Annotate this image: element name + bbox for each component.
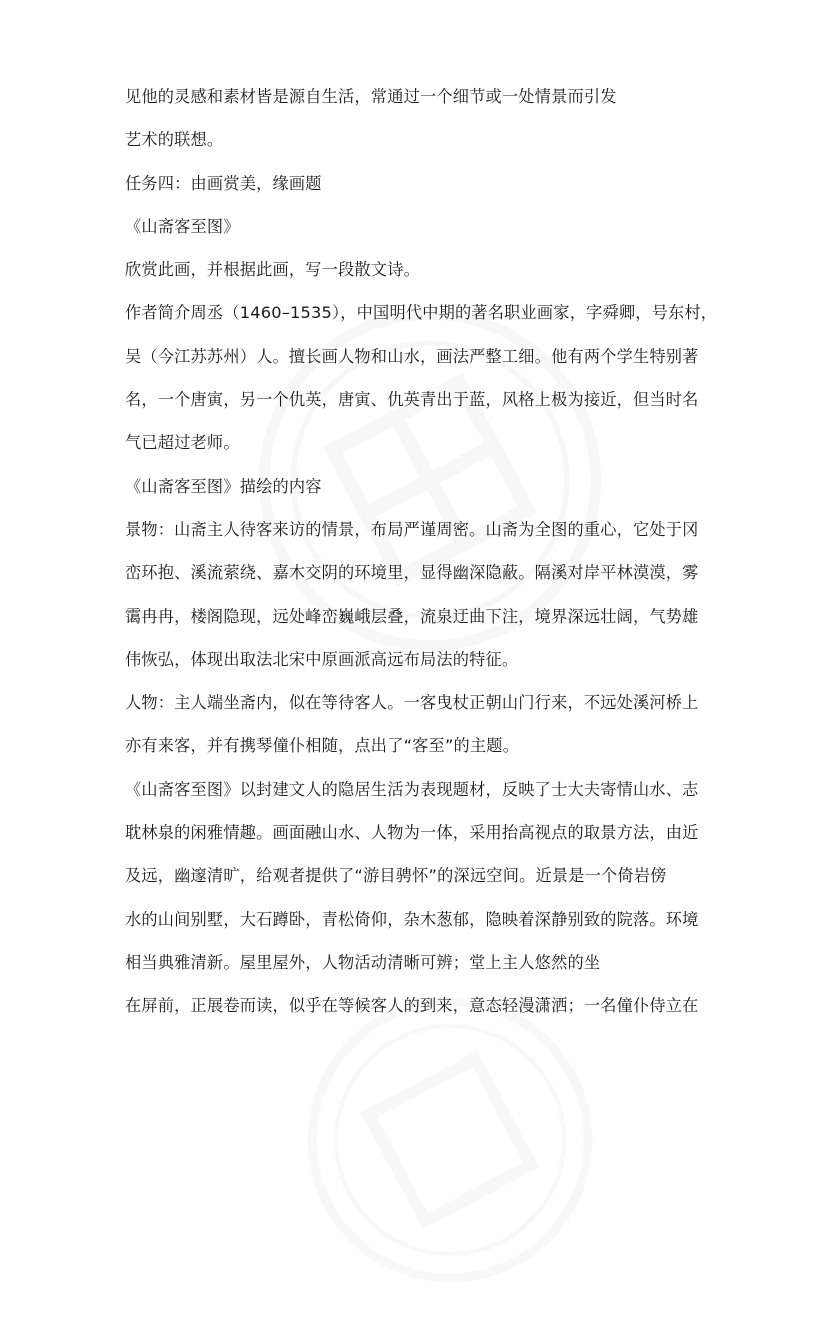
text-line: 人物：主人端坐斋内，似在等待客人。一客曳杖正朝山门行来，不远处溪河桥上 (125, 693, 699, 713)
text-line: 作者简介周丞（1460–1535），中国明代中期的著名职业画家，字舜卿，号东村， (125, 303, 718, 323)
text-line: 霭冉冉，楼阁隐现，远处峰峦巍峨层叠，流泉迂曲下注，境界深远壮阔，气势雄 (125, 606, 699, 626)
task-instruction: 欣赏此画，并根据此画，写一段散文诗。 (125, 260, 420, 280)
text-line: 《山斋客至图》以封建文人的隐居生活为表现题材，反映了士大夫寄情山水、志 (125, 779, 699, 799)
text-line: 吴（今江苏苏州）人。擅长画人物和山水，画法严整工细。他有两个学生特别著 (125, 346, 699, 366)
text-line: 耽林泉的闲雅情趣。画面融山水、人物为一体，采用抬高视点的取景方法，由近 (125, 823, 699, 843)
document-body (125, 75, 718, 1028)
subsection-heading: 《山斋客至图》描绘的内容 (125, 476, 322, 496)
text-line: 及远，幽邃清旷，给观者提供了“游目骋怀”的深远空间。近景是一个倚岩傍 (125, 866, 667, 886)
text-line: 景物：山斋主人待客来访的情景，布局严谨周密。山斋为全图的重心，它处于冈 (125, 519, 699, 539)
text-line: 峦环抱、溪流萦绕、嘉木交阴的环境里，显得幽深隐蔽。隔溪对岸平林漠漠，雾 (125, 563, 699, 583)
text-line: 艺术的联想。 (125, 130, 224, 150)
text-line: 相当典雅清新。屋里屋外，人物活动清晰可辨；堂上主人悠然的坐 (125, 952, 601, 972)
section-heading: 任务四：由画赏美，缘画题 (125, 173, 322, 193)
text-line: 名，一个唐寅，另一个仇英，唐寅、仇英青出于蓝，风格上极为接近，但当时名 (125, 390, 699, 410)
painting-title: 《山斋客至图》 (125, 216, 240, 236)
text-line: 在屏前，正展卷而读，似乎在等候客人的到来，意态轻漫潇洒；一名僮仆侍立在 (125, 996, 699, 1016)
text-line: 亦有来客，并有携琴僮仆相随，点出了“客至”的主题。 (125, 736, 520, 756)
text-line: 气已超过老师。 (125, 433, 240, 453)
text-line: 伟恢弘，体现出取法北宋中原画派高远布局法的特征。 (125, 649, 519, 669)
text-line: 见他的灵感和素材皆是源自生活，常通过一个细节或一处情景而引发 (125, 87, 617, 106)
text-line: 水的山间别墅，大石蹲卧，青松倚仰，杂木葱郁，隐映着深静别致的院落。环境 (125, 909, 699, 929)
